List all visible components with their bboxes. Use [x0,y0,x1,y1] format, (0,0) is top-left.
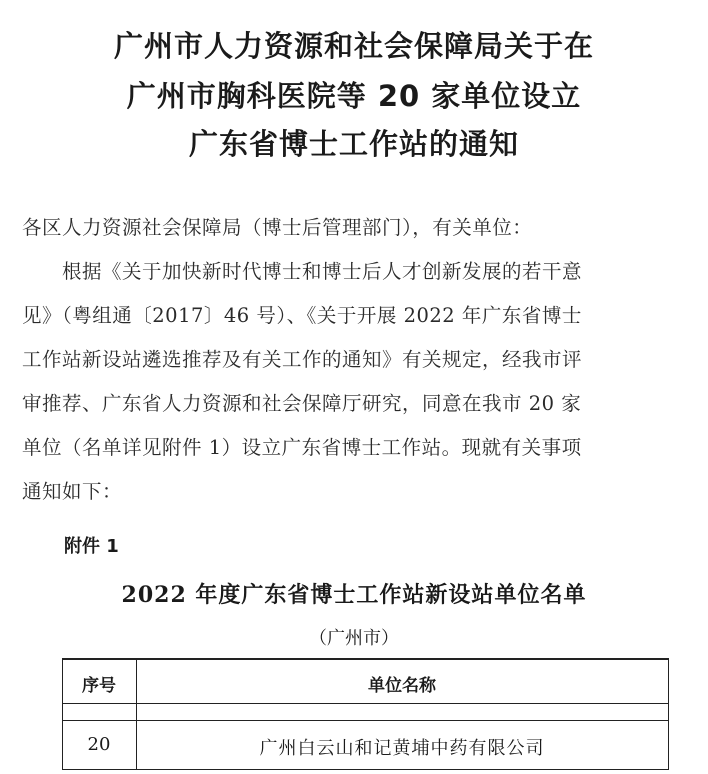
title-line-1: 广州市人力资源和社会保障局关于在 [113,29,594,63]
table-row-top-border [62,720,669,721]
header-serial: 序号 [82,676,116,696]
body-line-5: 单位（名单详见附件 1）设立广东省博士工作站。现就有关事项 [22,436,582,459]
body-line-6: 通知如下： [22,480,123,503]
attachment-label: 附件 1 [64,536,119,557]
salutation: 各区人力资源社会保障局（博士后管理部门），有关单位： [22,216,533,239]
row-serial: 20 [87,734,111,755]
attachment-subtitle: （广州市） [309,628,399,649]
header-unit-name: 单位名称 [368,676,436,696]
row-unit-name: 广州白云山和记黄埔中药有限公司 [259,738,545,759]
table-right-border [668,658,669,770]
title-line-2: 广州市胸科医院等 20 家单位设立 [126,79,582,113]
body-line-2: 见》（粤组通〔2017〕46 号）、《关于开展 2022 年广东省博士 [22,304,582,327]
body-line-4: 审推荐、广东省人力资源和社会保障厅研究，同意在我市 20 家 [22,392,582,415]
body-line-1: 根据《关于加快新时代博士和博士后人才创新发展的若干意 [22,260,583,283]
body-line-3: 工作站新设站遴选推荐及有关工作的通知》有关规定，经我市评 [22,348,583,371]
table-header-bottom-border [62,703,669,704]
table-row-bottom-border [62,769,669,770]
attachment-title: 2022 年度广东省博士工作站新设站单位名单 [121,582,587,608]
title-line-3: 广东省博士工作站的通知 [188,127,519,161]
table-top-border [62,658,669,660]
